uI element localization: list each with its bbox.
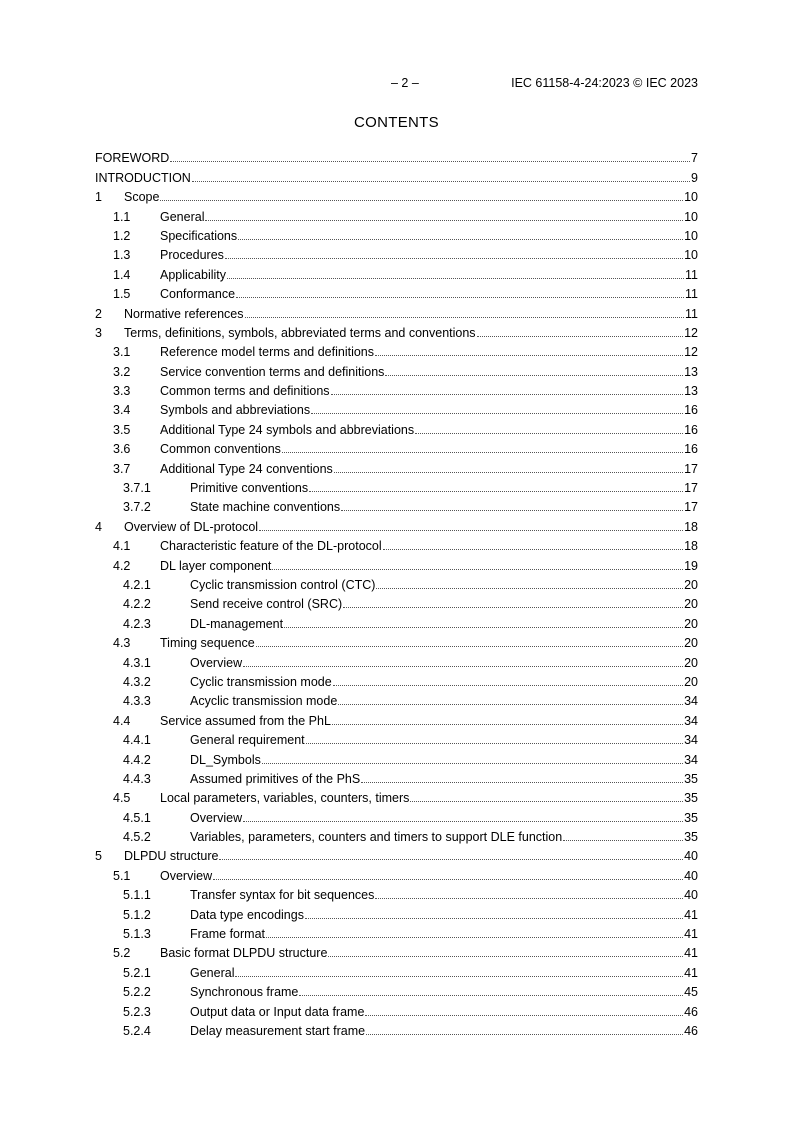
toc-entry-page: 16 [684,403,698,418]
toc-entry-title: Local parameters, variables, counters, timers [160,791,410,806]
toc-entry-number: 5.1 [113,868,131,883]
toc-entry-number: 1.4 [113,267,131,282]
toc-entry-number: 4.1 [113,539,131,554]
toc-entry-page: 16 [684,442,698,457]
toc-entry-page: 40 [684,868,698,883]
toc-leader-dots [366,1034,683,1035]
toc-entry-page: 11 [685,287,698,302]
toc-entry-page: 34 [684,694,698,709]
toc-entry[interactable] [95,941,698,960]
toc-entry-number: 5.2 [113,946,131,961]
toc-entry[interactable] [95,631,698,650]
toc-entry[interactable] [95,553,698,572]
toc-leader-dots [563,840,683,841]
toc-entry-title: State machine conventions [190,500,341,515]
toc-entry-number: 1.1 [113,209,131,224]
toc-entry[interactable] [95,495,698,514]
toc-entry-title: Terms, definitions, symbols, abbreviated terms and conventions [124,325,476,340]
toc-entry-page: 45 [684,985,698,1000]
toc-leader-dots [331,394,683,395]
toc-entry[interactable] [95,398,698,417]
toc-entry[interactable] [95,573,698,592]
toc-entry-title: Service assumed from the PhL [160,713,331,728]
toc-leader-dots [477,336,683,337]
toc-entry-title: Send receive control (SRC) [190,597,343,612]
toc-entry-number: 4.2 [113,558,131,573]
toc-leader-dots [328,956,683,957]
toc-entry-number: 4.2.1 [123,577,151,592]
toc-entry-title: Procedures [160,248,224,263]
toc-entry-number: 5.1.1 [123,888,151,903]
toc-entry-title: Reference model terms and definitions [160,345,375,360]
toc-entry-number: 4.2.3 [123,616,151,631]
toc-entry-page: 34 [684,733,698,748]
toc-entry-page: 16 [684,422,698,437]
toc-leader-dots [410,801,683,802]
toc-entry-title: Overview [190,655,243,670]
toc-entry-number: 1.3 [113,248,131,263]
toc-entry-number: 3.7.1 [123,481,151,496]
toc-entry-title: Symbols and abbreviations [160,403,311,418]
toc-entry[interactable] [95,689,698,708]
toc-leader-dots [284,627,683,628]
toc-entry-page: 46 [684,1004,698,1019]
toc-entry-title: DL_Symbols [190,752,261,767]
toc-entry-page: 41 [684,907,698,922]
toc-entry[interactable] [95,825,698,844]
toc-leader-dots [266,937,683,938]
toc-entry-title: Delay measurement start frame [190,1023,366,1038]
toc-entry-page: 18 [684,519,698,534]
toc-entry-page: 20 [684,577,698,592]
toc-leader-dots [235,976,683,977]
toc-leader-dots [305,918,683,919]
toc-entry-number: 4.3.1 [123,655,151,670]
toc-entry-number: 4.5.2 [123,830,151,845]
toc-entry-title: Characteristic feature of the DL-protocol [160,539,382,554]
toc-entry-title: Variables, parameters, counters and timers to support DLE function [190,830,563,845]
toc-entry-number: 4.5 [113,791,131,806]
toc-entry-page: 35 [684,810,698,825]
toc-entry-title: Scope [124,190,160,205]
toc-leader-dots [236,297,684,298]
toc-entry-title: Basic format DLPDU structure [160,946,328,961]
toc-entry[interactable] [95,883,698,902]
toc-entry-number: 4.2.2 [123,597,151,612]
toc-leader-dots [259,530,683,531]
toc-entry-title: Additional Type 24 conventions [160,461,333,476]
toc-entry[interactable] [95,1019,698,1038]
toc-entry[interactable] [95,980,698,999]
toc-entry-title: DL-management [190,616,284,631]
toc-entry-number: 2 [95,306,102,321]
toc-entry-title: Common conventions [160,442,281,457]
toc-entry[interactable] [95,960,698,979]
toc-entry[interactable] [95,476,698,495]
toc-entry-page: 11 [685,306,698,321]
toc-entry-title: Primitive conventions [190,481,309,496]
toc-leader-dots [385,375,683,376]
toc-entry-page: 9 [691,170,698,185]
toc-leader-dots [338,704,683,705]
toc-entry-page: 34 [684,713,698,728]
toc-entry[interactable] [95,417,698,436]
toc-entry[interactable] [95,224,698,243]
toc-leader-dots [170,161,690,162]
toc-entry-page: 35 [684,830,698,845]
toc-entry-number: 3.7.2 [123,500,151,515]
toc-leader-dots [243,666,683,667]
toc-leader-dots [213,879,683,880]
toc-entry-page: 17 [684,461,698,476]
toc-entry-title: Specifications [160,228,238,243]
toc-leader-dots [365,1015,683,1016]
toc-entry[interactable] [95,902,698,921]
toc-entry[interactable] [95,282,698,301]
toc-entry-title: Service convention terms and definitions [160,364,385,379]
toc-leader-dots [383,549,683,550]
toc-entry-number: 5.2.4 [123,1023,151,1038]
page-header [95,76,698,92]
toc-entry-page: 10 [684,190,698,205]
toc-entry-number: 5.1.2 [123,907,151,922]
toc-entry-page: 40 [684,849,698,864]
toc-leader-dots [343,607,683,608]
toc-entry[interactable] [95,165,698,184]
toc-entry-number: 4.3 [113,636,131,651]
toc-entry[interactable] [95,534,698,553]
toc-entry-page: 34 [684,752,698,767]
toc-leader-dots [299,995,683,996]
toc-leader-dots [415,433,683,434]
toc-entry-title: General [190,965,235,980]
toc-entry-number: 4 [95,519,102,534]
toc-entry-number: 3 [95,325,102,340]
toc-leader-dots [376,588,683,589]
toc-entry[interactable] [95,670,698,689]
toc-leader-dots [227,278,684,279]
toc-entry-number: 3.7 [113,461,131,476]
toc-entry-page: 41 [684,946,698,961]
toc-entry-page: 20 [684,597,698,612]
toc-entry[interactable] [95,728,698,747]
toc-entry-page: 20 [684,655,698,670]
toc-leader-dots [219,859,683,860]
toc-entry-page: 20 [684,616,698,631]
toc-entry[interactable] [95,321,698,340]
toc-entry-number: 3.3 [113,384,131,399]
toc-entry[interactable] [95,611,698,630]
toc-entry-title: Frame format [190,927,266,942]
toc-entry-number: 4.5.1 [123,810,151,825]
toc-leader-dots [306,743,683,744]
toc-entry[interactable] [95,514,698,533]
toc-entry-page: 10 [684,228,698,243]
toc-entry[interactable] [95,999,698,1018]
toc-entry[interactable] [95,185,698,204]
toc-entry[interactable] [95,747,698,766]
toc-entry-page: 12 [684,345,698,360]
toc-entry-title: Data type encodings [190,907,304,922]
toc-entry-title: DLPDU structure [124,849,219,864]
toc-entry[interactable] [95,359,698,378]
toc-leader-dots [272,569,683,570]
toc-leader-dots [311,413,683,414]
toc-leader-dots [225,258,683,259]
toc-entry[interactable] [95,146,698,165]
toc-entry-number: 3.4 [113,403,131,418]
toc-leader-dots [262,763,683,764]
toc-entry-page: 18 [684,539,698,554]
toc-entry[interactable] [95,437,698,456]
toc-entry-title: DL layer component [160,558,272,573]
toc-entry-number: 4.3.3 [123,694,151,709]
toc-leader-dots [256,646,683,647]
toc-leader-dots [282,452,683,453]
toc-entry[interactable] [95,863,698,882]
toc-entry-title: General requirement [190,733,305,748]
toc-leader-dots [192,181,690,182]
toc-entry-page: 10 [684,209,698,224]
toc-entry[interactable] [95,767,698,786]
page-title: CONTENTS [354,114,439,131]
toc-entry-page: 17 [684,481,698,496]
toc-entry[interactable] [95,844,698,863]
toc-entry-number: 3.6 [113,442,131,457]
toc-entry-page: 11 [685,267,698,282]
toc-entry-title: Synchronous frame [190,985,299,1000]
toc-entry-page: 40 [684,888,698,903]
page-number: – 2 – [391,76,419,90]
toc-entry-title: Overview [160,868,213,883]
toc-entry[interactable] [95,592,698,611]
toc-entry[interactable] [95,650,698,669]
toc-entry-number: 4.4.2 [123,752,151,767]
toc-leader-dots [309,491,683,492]
toc-entry-number: 1.5 [113,287,131,302]
toc-leader-dots [243,821,683,822]
toc-leader-dots [375,355,683,356]
toc-entry[interactable] [95,243,698,262]
toc-entry-title: Additional Type 24 symbols and abbreviations [160,422,415,437]
toc-entry[interactable] [95,708,698,727]
toc-leader-dots [333,685,683,686]
toc-entry-page: 13 [684,364,698,379]
toc-entry-page: 17 [684,500,698,515]
toc-entry[interactable] [95,786,698,805]
toc-entry-page: 12 [684,325,698,340]
toc-entry-page: 35 [684,791,698,806]
toc-entry[interactable] [95,301,698,320]
toc-entry-title: Conformance [160,287,236,302]
toc-entry-page: 19 [684,558,698,573]
toc-leader-dots [341,510,683,511]
toc-entry-page: 7 [691,151,698,166]
toc-entry-page: 20 [684,674,698,689]
toc-entry-number: 3.5 [113,422,131,437]
toc-entry[interactable] [95,204,698,223]
toc-entry-number: 5 [95,849,102,864]
toc-entry-number: 4.4.3 [123,771,151,786]
toc-entry-page: 46 [684,1023,698,1038]
toc-entry-title: Timing sequence [160,636,255,651]
toc-entry-number: 3.1 [113,345,131,360]
toc-leader-dots [332,724,683,725]
toc-entry-page: 13 [684,384,698,399]
toc-entry-title: Cyclic transmission mode [190,674,332,689]
toc-entry-title: Output data or Input data frame [190,1004,365,1019]
toc-entry-number: 5.1.3 [123,927,151,942]
toc-leader-dots [205,220,683,221]
toc-entry-title: INTRODUCTION [95,170,191,185]
toc-entry-title: Transfer syntax for bit sequences [190,888,375,903]
toc-entry-title: General [160,209,205,224]
toc-leader-dots [160,200,683,201]
toc-entry[interactable] [95,805,698,824]
toc-entry-title: Overview of DL-protocol [124,519,259,534]
toc-leader-dots [334,472,683,473]
toc-entry[interactable] [95,379,698,398]
toc-entry[interactable] [95,340,698,359]
toc-entry-page: 10 [684,248,698,263]
toc-entry[interactable] [95,922,698,941]
toc-entry-number: 5.2.2 [123,985,151,1000]
toc-entry-page: 35 [684,771,698,786]
toc-entry-title: Applicability [160,267,227,282]
toc-entry-title: Overview [190,810,243,825]
toc-entry-number: 4.4.1 [123,733,151,748]
toc-leader-dots [361,782,683,783]
toc-entry-page: 20 [684,636,698,651]
toc-entry-number: 4.3.2 [123,674,151,689]
toc-entry-title: Common terms and definitions [160,384,330,399]
toc-entry-number: 3.2 [113,364,131,379]
toc-leader-dots [238,239,683,240]
toc-entry-page: 41 [684,965,698,980]
toc-entry-number: 1.2 [113,228,131,243]
toc-entry-title: Normative references [124,306,244,321]
toc-entry-title: Cyclic transmission control (CTC) [190,577,376,592]
toc-leader-dots [375,898,683,899]
table-of-contents [95,146,698,1038]
standard-reference: IEC 61158-4-24:2023 © IEC 2023 [511,76,698,90]
toc-entry[interactable] [95,456,698,475]
toc-entry-page: 41 [684,927,698,942]
toc-entry-title: Acyclic transmission mode [190,694,338,709]
toc-entry[interactable] [95,262,698,281]
toc-entry-title: FOREWORD [95,151,170,166]
toc-leader-dots [245,317,684,318]
toc-entry-number: 4.4 [113,713,131,728]
toc-entry-number: 5.2.3 [123,1004,151,1019]
toc-entry-number: 5.2.1 [123,965,151,980]
toc-entry-number: 1 [95,190,102,205]
toc-entry-title: Assumed primitives of the PhS [190,771,361,786]
